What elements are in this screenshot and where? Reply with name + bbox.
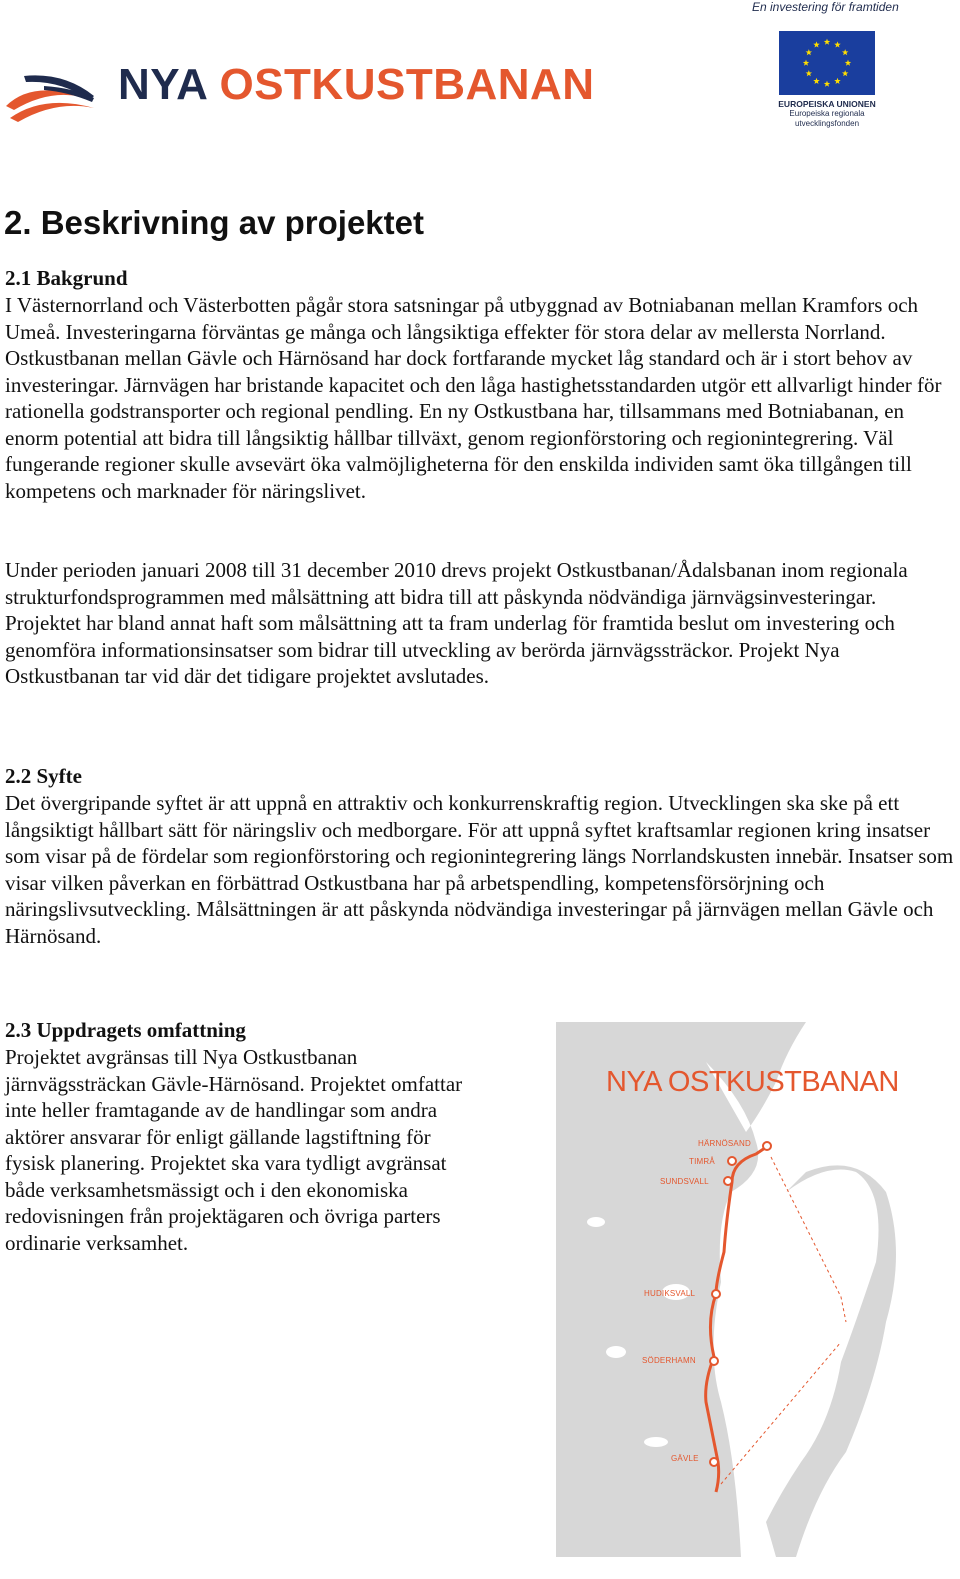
- heading-bakgrund: 2.1 Bakgrund: [5, 266, 128, 290]
- train-logo-icon: [4, 66, 96, 128]
- city-sundsvall: SUNDSVALL: [660, 1177, 709, 1186]
- station-harnosand: [763, 1142, 771, 1150]
- eu-label-line3: utvecklingsfonden: [794, 119, 860, 128]
- map-graphic: [556, 1022, 954, 1557]
- logo-prefix: NYA: [118, 60, 207, 109]
- paragraph-period: Under perioden januari 2008 till 31 december 2010 drevs projekt Ostkustbanan/Ådalsbanan inom regionala strukturfondsprogrammen med målsättning att bidra till att påskynda nödvändiga järnvägsinvesteringar. Projektet har bland annat haft som målsättning att ta fram underlag för framtida beslut om investering och genomföra informationsinsatser som bidrar till utveckling av berörda järnvägssträckor. Projekt Nya Ostkustbanan tar vid där det tidigare projektet avslutades.: [5, 558, 908, 688]
- eu-tagline: En investering för framtiden: [752, 0, 899, 14]
- heading-omfattning: 2.3 Uppdragets omfattning: [5, 1018, 246, 1042]
- station-sundsvall: [724, 1177, 732, 1185]
- city-timra: TIMRÅ: [689, 1157, 715, 1166]
- section-title: 2. Beskrivning av projektet: [4, 204, 424, 241]
- eu-label-line1: EUROPEISKA UNIONEN: [778, 99, 876, 109]
- heading-syfte: 2.2 Syfte: [5, 764, 82, 788]
- paragraph-omfattning: Projektet avgränsas till Nya Ostkustbanan järnvägssträckan Gävle-Härnösand. Projektet omfattar inte heller framtagande av de handlingar som andra aktörer ansvarar för enligt gällande lagstiftning för fysisk planering. Projektet ska vara tydligt avgränsat både verksamhetsmässigt och i den ekonomiska redovisningen från projektägaren och övriga parters ordinarie verksamhet.: [5, 1045, 463, 1255]
- eu-label-line2: Europeiska regionala: [789, 109, 865, 118]
- city-harnosand: HÄRNÖSAND: [698, 1139, 751, 1148]
- eu-label: [770, 99, 884, 129]
- city-gavle: GÄVLE: [671, 1454, 699, 1463]
- eu-flag-icon: [779, 31, 875, 95]
- map-title: NYA OSTKUSTBANAN: [606, 1066, 899, 1098]
- station-timra: [728, 1157, 736, 1165]
- brand-logo: [118, 60, 595, 110]
- logo-name: OSTKUSTBANAN: [219, 60, 595, 109]
- paragraph-syfte: Det övergripande syftet är att uppnå en attraktiv och konkurrenskraftig region. Utvecklingen ska ske på ett långsiktigt hållbart sätt för näringsliv och medborgare. För att uppnå syftet kraftsamlar regionen kring insatser som visar på de fördelar som regionförstoring och regionintegrering längs Norrlandskusten innebär. Insatser som visar vilken påverkan en förbättrad Ostkustbana har på arbetspendling, kompetensförsörjning och näringslivsutveckling. Målsättningen är att påskynda nödvändiga investeringar på järnvägen mellan Gävle och Härnösand.: [5, 791, 954, 948]
- paragraph-bakgrund: I Västernorrland och Västerbotten pågår stora satsningar på utbyggnad av Botniabanan mellan Kramfors och Umeå. Investeringarna förväntas ge många och långsiktiga effekter för stora delar av mellersta Norrland. Ostkustbanan mellan Gävle och Härnösand har dock fortfarande mycket låg standard och är i stort behov av investeringar. Järnvägen har bristande kapacitet och den låga hastighetsstandarden utgör ett allvarligt hinder för rationella godstransporter och regional pendling. En ny Ostkustbana har, tillsammans med Botniabanan, en enorm potential att bidra till långsiktig hållbar tillväxt, genom regionförstoring och regionintegrering. Väl fungerande regioner skulle avsevärt öka valmöjligheterna för den enskilda individen samt öka tillgången till kompetens och marknader för näringslivet.: [5, 293, 942, 503]
- station-soderhamn: [710, 1357, 718, 1365]
- station-hudiksvall: [712, 1290, 720, 1298]
- station-gavle: [710, 1458, 718, 1466]
- city-soderhamn: SÖDERHAMN: [642, 1356, 696, 1365]
- city-hudiksvall: HUDIKSVALL: [644, 1289, 696, 1298]
- route-map: [556, 1022, 954, 1557]
